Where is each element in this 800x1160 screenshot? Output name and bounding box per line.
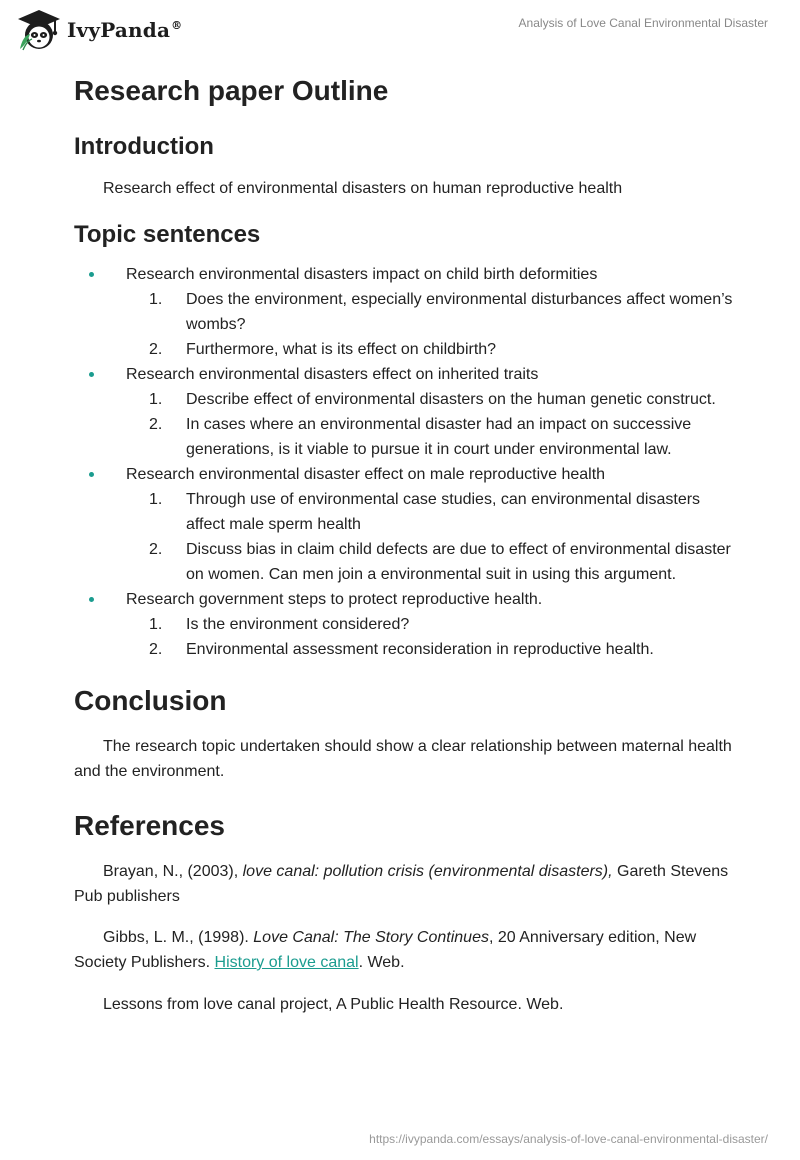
reference-author: Gibbs, L. M., (1998).	[103, 929, 254, 946]
sub-item	[126, 487, 734, 537]
sub-item-number: 2.	[149, 341, 163, 358]
reference-entry	[74, 859, 734, 909]
sub-list	[126, 612, 734, 662]
sub-item-number: 1.	[149, 291, 163, 308]
sub-item-number: 1.	[149, 616, 163, 633]
article-body	[74, 72, 734, 1017]
reference-entry: Lessons from love canal project, A Public Health Resource. Web.	[103, 996, 564, 1013]
sub-list	[126, 387, 734, 462]
sub-item-number: 1.	[149, 491, 163, 508]
page-title: Research paper Outline	[74, 75, 389, 106]
sub-item-text: Is the environment considered?	[186, 616, 410, 633]
list-item	[74, 462, 734, 587]
sub-item-text: Describe effect of environmental disasters on the human genetic construct.	[186, 391, 716, 408]
conclusion-text: The research topic undertaken should show a clear relationship between maternal health and the environment.	[74, 738, 732, 780]
sub-item-text: In cases where an environmental disaster had an impact on successive generations, is it viable to pursue it in court under environmental law.	[186, 416, 692, 458]
sub-item-number: 2.	[149, 541, 163, 558]
sub-item-text: Through use of environmental case studies, can environmental disasters affect male sperm health	[186, 491, 701, 533]
sub-item-text: Discuss bias in claim child defects are due to effect of environmental disaster on women. Can men join a environmental suit in using this argument.	[186, 541, 731, 583]
topic-text: Research environmental disaster effect on male reproductive health	[126, 466, 606, 483]
sub-item	[126, 612, 734, 637]
page-header	[0, 0, 800, 62]
list-item	[74, 262, 734, 362]
sub-list	[126, 287, 734, 362]
conclusion-heading: Conclusion	[74, 685, 227, 716]
list-item	[74, 362, 734, 462]
topic-text: Research environmental disasters impact on child birth deformities	[126, 266, 598, 283]
sub-item	[126, 637, 734, 662]
sub-item-number: 2.	[149, 641, 163, 658]
topic-text: Research government steps to protect reproductive health.	[126, 591, 543, 608]
sub-item-text: Furthermore, what is its effect on childbirth?	[186, 341, 497, 358]
introduction-heading: Introduction	[74, 133, 214, 160]
sub-item	[126, 337, 734, 362]
topics-heading: Topic sentences	[74, 221, 261, 248]
panda-graduate-icon	[16, 9, 62, 51]
introduction-text: Research effect of environmental disasters on human reproductive health	[103, 180, 623, 197]
sub-item-text: Environmental assessment reconsideration in reproductive health.	[186, 641, 654, 658]
sub-item-text: Does the environment, especially environmental disturbances affect women’s wombs?	[186, 291, 733, 333]
reference-title: Love Canal: The Story Continues	[253, 929, 489, 946]
sub-item	[126, 287, 734, 337]
sub-item	[126, 387, 734, 412]
reference-entry	[74, 925, 734, 975]
reference-title: love canal: pollution crisis (environmental disasters),	[242, 863, 613, 880]
list-item	[74, 587, 734, 662]
brand-logo[interactable]	[16, 9, 182, 51]
reference-author: Brayan, N., (2003),	[103, 863, 243, 880]
sub-item-number: 2.	[149, 416, 163, 433]
topic-text: Research environmental disasters effect on inherited traits	[126, 366, 539, 383]
history-of-love-canal-link[interactable]: History of love canal	[214, 954, 359, 971]
reference-publisher: Gareth Stevens Pub publishers	[74, 863, 729, 905]
sub-item	[126, 412, 734, 462]
references-heading: References	[74, 810, 225, 841]
sub-list	[126, 487, 734, 587]
topics-list	[74, 262, 734, 662]
reference-publisher: , 20 Anniversary edition, New Society Publishers.	[74, 929, 697, 971]
reference-suffix: . Web.	[358, 954, 405, 971]
sub-item	[126, 537, 734, 587]
source-url: https://ivypanda.com/essays/analysis-of-love-canal-environmental-disaster/	[369, 1132, 768, 1146]
document-title: Analysis of Love Canal Environmental Disaster	[518, 16, 768, 30]
sub-item-number: 1.	[149, 391, 163, 408]
brand-name: IvyPanda®	[67, 18, 183, 42]
